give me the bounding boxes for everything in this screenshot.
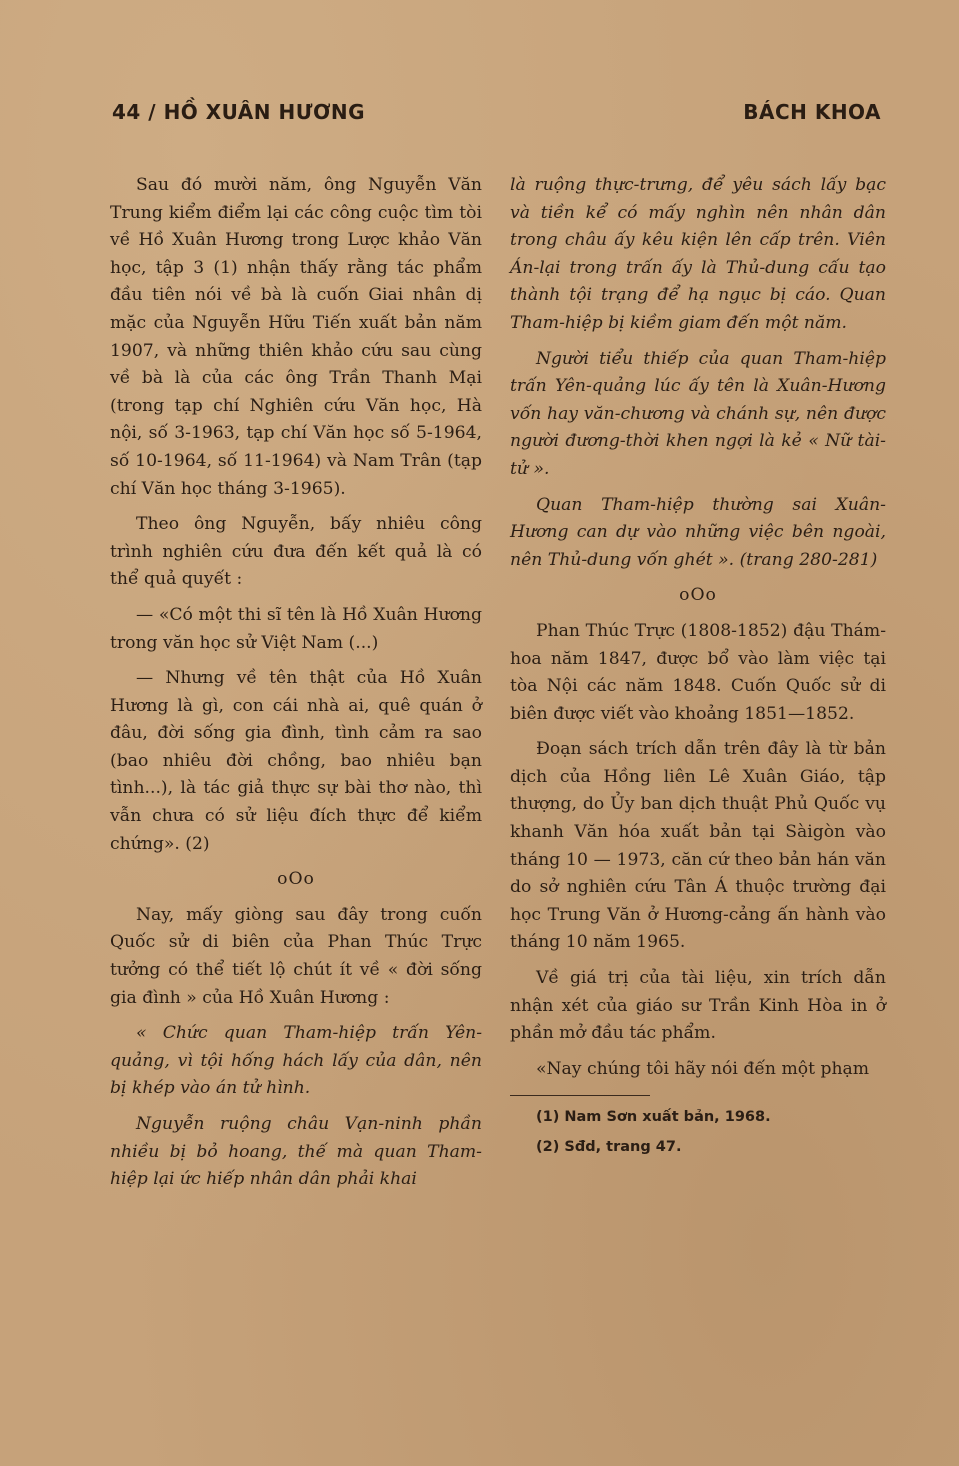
paragraph: Sau đó mười năm, ông Nguyễn Văn Trung kiểm điểm lại các công cuộc tìm tòi về Hồ Xuân Hương trong Lược khảo Văn học, tập 3 (1) nhận thấy rằng tác phẩm đầu tiên nói về bà là cuốn Giai nhân dị mặc của Nguyễn Hữu Tiến xuất bản năm 1907, và những thiên khảo cứu sau cùng về bà là của các ông Trần Thanh Mại (trong tạp chí Nghiên cứu Văn học, Hà nội, số 3-1963, tạp chí Văn học số 5-1964, số 10-1964, số 11-1964) và Nam Trân (tạp chí Văn học tháng 3-1965). bbox=[110, 175, 482, 499]
paragraph: Về giá trị của tài liệu, xin trích dẫn nhận xét của giáo sư Trần Kinh Hòa in ở phần mở đầu tác phẩm. bbox=[510, 968, 886, 1044]
footnote: (1) Nam Sơn xuất bản, 1968. bbox=[536, 1109, 771, 1126]
paragraph: «Nay chúng tôi hãy nói đến một phạm bbox=[536, 1058, 870, 1079]
paragraph: Theo ông Nguyễn, bấy nhiêu công trình nghiên cứu đưa đến kết quả là có thể quả quyết : bbox=[110, 514, 482, 590]
quote-paragraph: — Nhưng về tên thật của Hồ Xuân Hương là gì, con cái nhà ai, quê quán ở đâu, đời sống gia đình, tình cảm ra sao (bao nhiêu đời chồng, bao nhiêu bạn tình...), là tác giả thực sự bài thơ nào, thì vẫn chưa có sử liệu đích thực để kiểm chứng». (2) bbox=[110, 668, 482, 854]
paragraph: Phan Thúc Trực (1808-1852) đậu Thám-hoa năm 1847, được bổ vào làm việc tại tòa Nội các năm 1848. Cuốn Quốc sử di biên được viết vào khoảng 1851—1852. bbox=[510, 620, 886, 724]
quoted-excerpt: Nguyễn ruộng châu Vạn-ninh phần nhiều bị bỏ hoang, thế mà quan Tham-hiệp lại ức hiếp nhân dân phải khai bbox=[110, 1114, 482, 1190]
right-column bbox=[510, 172, 886, 1162]
quoted-excerpt: là ruộng thực-trưng, để yêu sách lấy bạc và tiền kể có mấy nghìn nên nhân dân trong châu ấy kêu kiện lên cấp trên. Viên Án-lại trong trấn ấy là Thủ-dung cấu tạo thành tội trạng để hạ ngục bị cáo. Quan Tham-hiệp bị kiềm giam đến một năm. bbox=[510, 175, 886, 333]
section-separator: oOo bbox=[277, 869, 315, 890]
running-header bbox=[112, 100, 881, 132]
section-separator: oOo bbox=[679, 585, 717, 606]
left-column bbox=[110, 172, 482, 1202]
quoted-excerpt: Quan Tham-hiệp thường sai Xuân-Hương can dự vào những việc bên ngoài, nên Thủ-dung vốn ghét ». (trang 280-281) bbox=[510, 494, 886, 570]
quoted-excerpt: « Chức quan Tham-hiệp trấn Yên-quảng, vì tội hống hách lấy của dân, nên bị khép vào án tử hình. bbox=[110, 1023, 482, 1099]
magazine-title: BÁCH KHOA bbox=[743, 100, 881, 124]
quote-paragraph: — «Có một thi sĩ tên là Hồ Xuân Hương trong văn học sử Việt Nam (...) bbox=[110, 604, 482, 653]
footnote: (2) Sđd, trang 47. bbox=[536, 1139, 682, 1156]
page-number-title: 44 / HỒ XUÂN HƯƠNG bbox=[112, 100, 366, 124]
quoted-excerpt: Người tiểu thiếp của quan Tham-hiệp trấn Yên-quảng lúc ấy tên là Xuân-Hương vốn hay văn-chương và chánh sự, nên được người đương-thời khen ngợi là kẻ « Nữ tài-tử ». bbox=[510, 348, 886, 479]
paragraph: Nay, mấy giòng sau đây trong cuốn Quốc sử di biên của Phan Thúc Trực tưởng có thể tiết lộ chút ít về « đời sống gia đình » của Hồ Xuân Hương : bbox=[110, 904, 482, 1008]
paragraph: Đoạn sách trích dẫn trên đây là từ bản dịch của Hồng liên Lê Xuân Giáo, tập thượng, do Ủy ban dịch thuật Phủ Quốc vụ khanh Văn hóa xuất bản tại Sàigòn vào tháng 10 — 1973, căn cứ theo bản hán văn do sở nghiên cứu Tân Á thuộc trường đại học Trung Văn ở Hương-cảng ấn hành vào tháng 10 năm 1965. bbox=[510, 739, 886, 953]
footnote-divider bbox=[510, 1095, 650, 1096]
